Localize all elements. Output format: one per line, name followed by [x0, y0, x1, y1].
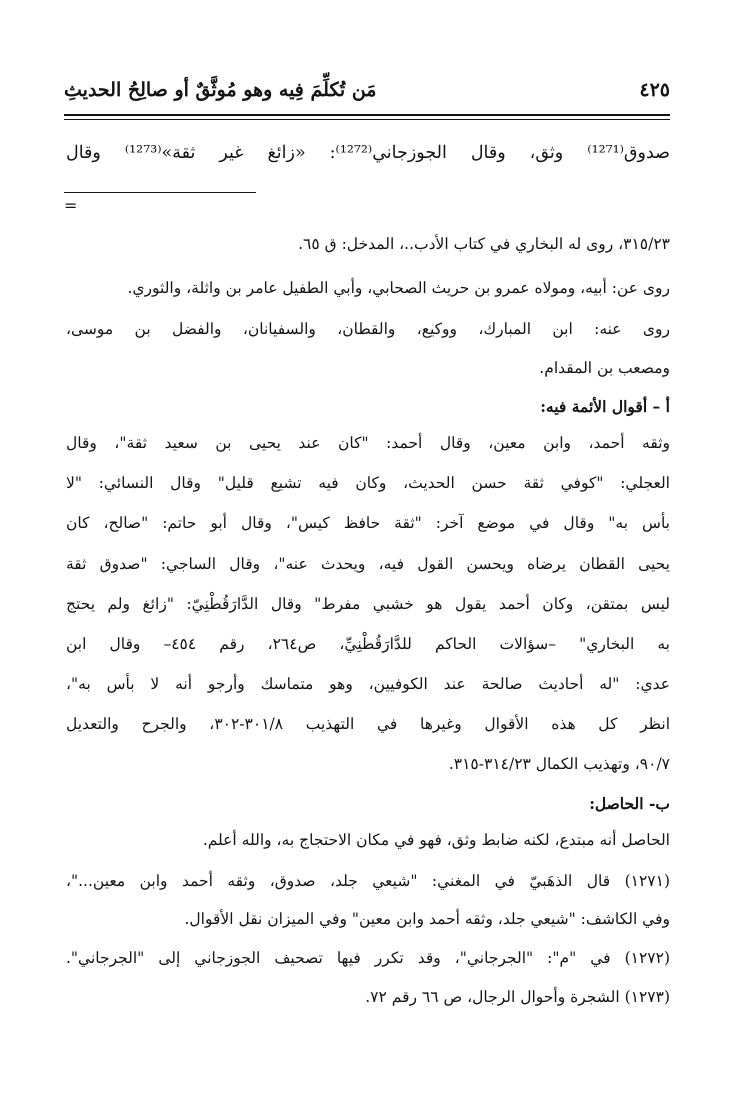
section-a-line: به البخاري" –سؤالات الحاكم للدَّارَقُطْنِيِّ، ص٢٦٤، رقم ٤٥٤– وقال ابن	[66, 635, 670, 653]
entry-line: روى عن: أبيه، ومولاه عمرو بن حريث الصحابي، وأبي الطفيل عامر بن واثلة، والثوري.	[127, 279, 670, 297]
section-a-line: ٩٠/٧، وتهذيب الكمال ٣١٤/٢٣-٣١٥.	[448, 755, 670, 773]
section-a-line: بأس به" وقال في موضع آخر: "ثقة حافظ كيس"، وقال أبو حاتم: "صالح، كان	[66, 514, 670, 532]
header-rule-thick	[64, 114, 670, 116]
page-number: ٤٢٥	[639, 79, 670, 101]
section-a-line: عدي: "له أحاديث صالحة عند الكوفيين، وهو متماسك وأرجو أنه لا بأس به"،	[66, 675, 670, 693]
section-a-line: العجلي: "كوفي ثقة حسن الحديث، وكان فيه تشيع قليل" وقال النسائي: "لا	[66, 474, 670, 492]
section-b-line: الحاصل أنه مبتدع، لكنه ضابط وثق، فهو في مكان الاحتجاج به، والله أعلم.	[202, 831, 670, 849]
continuation-mark: =	[64, 196, 78, 215]
footnote-1271: (١٢٧١) قال الذهَبيّ في المغني: "شيعي جلد، صدوق، وثقه أحمد وابن معين..."،	[66, 872, 670, 890]
footnote-1273: (١٢٧٣) الشجرة وأحوال الرجال، ص ٦٦ رقم ٧٢.	[365, 988, 670, 1006]
section-a-heading: أ – أقوال الأئمة فيه:	[540, 397, 670, 416]
footnote-1272: (١٢٧٢) في "م": "الجرجاني"، وقد تكرر فيها تصحيف الجوزجاني إلى "الجرجاني".	[66, 949, 670, 967]
entry-line: ٣١٥/٢٣، روى له البخاري في كتاب الأدب..، المدخل: ق ٦٥.	[298, 235, 670, 253]
entry-line: روى عنه: ابن المبارك، ووكيع، والقطان، والسفيانان، والفضل بن موسى،	[66, 320, 670, 338]
footnote-separator	[64, 192, 256, 193]
section-a-line: يحيى القطان يرضاه ويحسن القول فيه، ويحدث عنه"، وقال الساجي: "صدوق ثقة	[66, 555, 670, 573]
footnote-1271-continued: وفي الكاشف: "شيعي جلد، وثقه أحمد وابن معين" وفي الميزان نقل الأقوال.	[184, 910, 670, 928]
section-b-heading: ب- الحاصل:	[589, 794, 670, 813]
page-header	[64, 70, 670, 110]
entry-line: ومصعب بن المقدام.	[539, 359, 670, 377]
section-a-line: ليس بمتقن، وكان أحمد يقول هو خشبي مفرط" وقال الدَّارَقُطْنِيّ: "زائغ ولم يحتج	[66, 595, 670, 613]
section-a-line: وثقه أحمد، وابن معين، وقال أحمد: "كان عند يحيى بن سعيد ثقة"، وقال	[66, 434, 670, 452]
carry-over-text: صدوق⁽¹²⁷¹⁾ وثق، وقال الجوزجاني⁽¹²⁷²⁾: «زائغ غير ثقة»⁽¹²⁷³⁾ وقال	[66, 143, 670, 163]
running-title: مَن تُكلِّمَ فِيه وهو مُوثَّقٌ أو صالِحُ الحديثِ	[64, 79, 377, 101]
header-rule-thin	[64, 119, 670, 120]
section-a-line: انظر كل هذه الأقوال وغيرها في التهذيب ٣٠١/٨-٣٠٢، والجرح والتعديل	[66, 715, 670, 733]
